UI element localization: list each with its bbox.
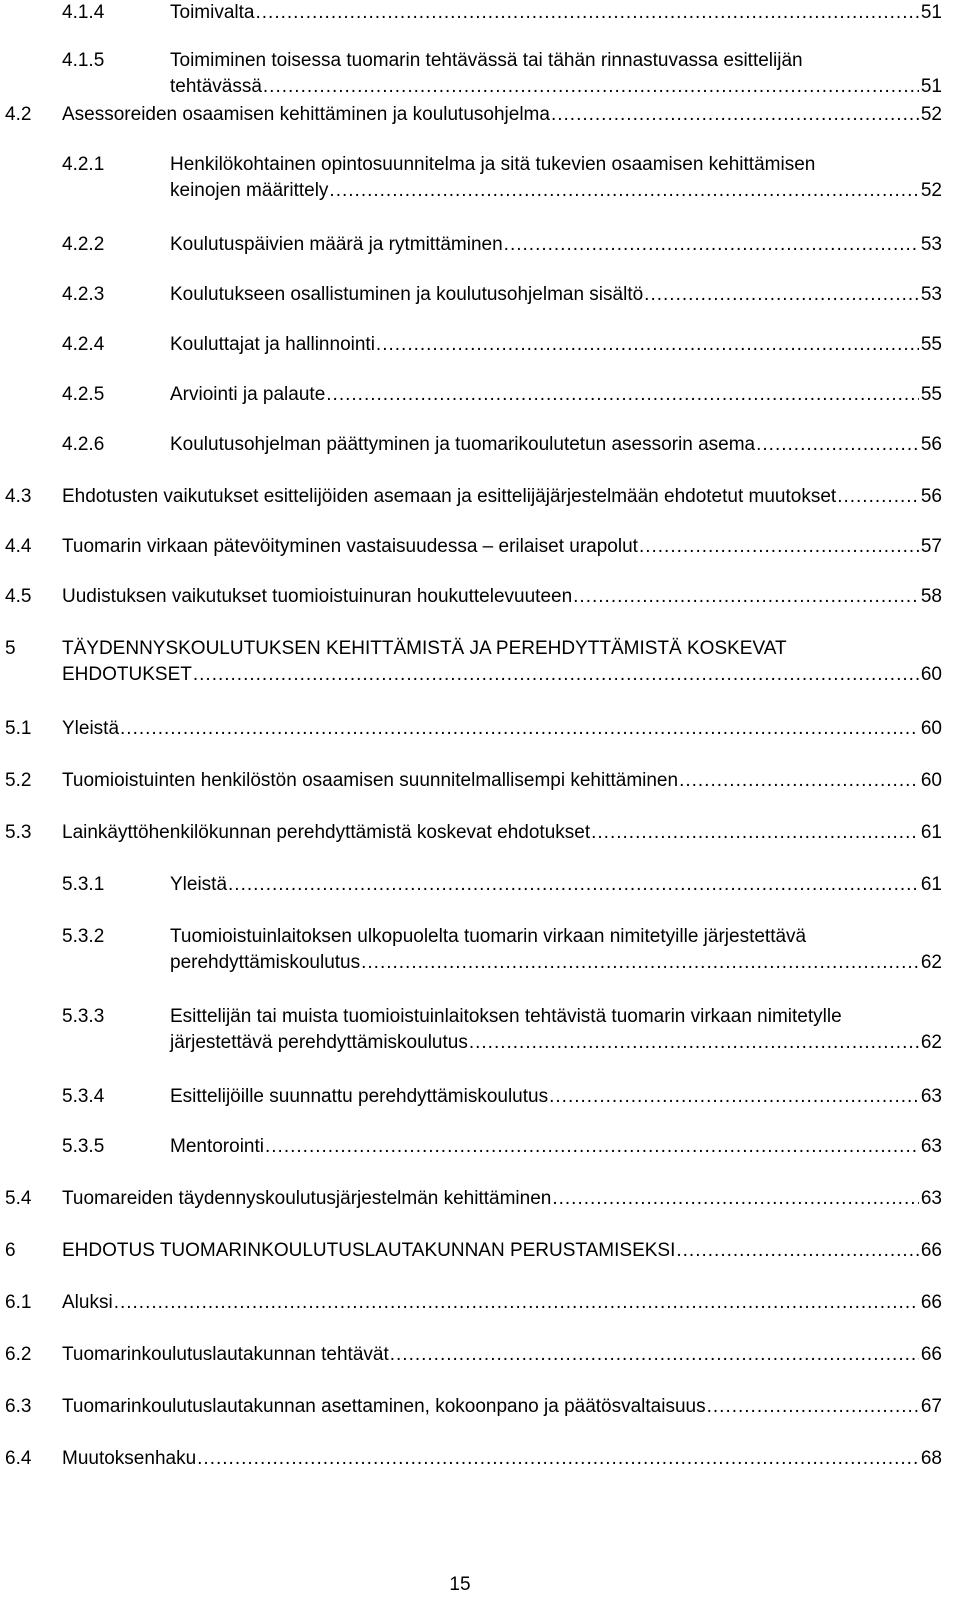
toc-entry-page: 53 <box>920 284 942 305</box>
toc-entry-page: 68 <box>920 1448 942 1469</box>
toc-entry-number: 5.3.5 <box>62 1136 105 1157</box>
toc-entry-line <box>62 1290 942 1316</box>
toc-entry-title: EHDOTUS TUOMARINKOULUTUSLAUTAKUNNAN PERUSTAMISEKSI <box>62 1240 676 1261</box>
toc-entry-body <box>62 716 942 742</box>
toc-entry-line <box>62 768 942 794</box>
toc-entry-line <box>62 1186 942 1212</box>
dot-leader <box>469 1030 919 1056</box>
toc-entry-title: Esittelijöille suunnattu perehdyttämiskoulutus <box>170 1086 549 1107</box>
dot-leader <box>504 232 919 258</box>
toc-entry-body <box>62 1290 942 1316</box>
dot-leader <box>193 662 919 688</box>
dot-leader <box>390 1342 919 1368</box>
toc-entry-page: 56 <box>920 434 942 455</box>
dot-leader <box>756 432 919 458</box>
toc-entry-number: 5.3.3 <box>62 1006 105 1027</box>
toc-entry-title: Ehdotusten vaikutukset esittelijöiden asemaan ja esittelijäjärjestelmään ehdotetut muutokset <box>62 486 837 507</box>
dot-leader <box>679 768 919 794</box>
toc-entry-line <box>170 382 942 408</box>
toc-entry-line <box>170 1084 942 1110</box>
toc-entry-page: 66 <box>920 1292 942 1313</box>
toc-entry-line <box>170 924 942 950</box>
toc-entry-number: 4.3 <box>5 486 32 507</box>
toc-entry-page: 51 <box>920 2 942 23</box>
toc-entry-title: Arviointi ja palaute <box>170 384 326 405</box>
dot-leader <box>573 584 919 610</box>
toc-entry-number: 5 <box>5 638 16 659</box>
toc-entry-line <box>170 74 942 100</box>
toc-entry-title: Henkilökohtainen opintosuunnitelma ja sitä tukevien osaamisen kehittämisen <box>170 154 816 175</box>
toc-entry-number: 5.3 <box>5 822 32 843</box>
dot-leader <box>551 102 919 128</box>
toc-entry-number: 6.3 <box>5 1396 32 1417</box>
toc-entry-line <box>170 432 942 458</box>
toc-entry-title: Toimiminen toisessa tuomarin tehtävässä tai tähän rinnastuvassa esittelijän <box>170 50 803 71</box>
dot-leader <box>361 950 919 976</box>
toc-entry-page: 62 <box>920 952 942 973</box>
toc-entry-title: Tuomarin virkaan pätevöityminen vastaisuudessa – erilaiset urapolut <box>62 536 638 557</box>
toc-entry-page: 61 <box>920 822 942 843</box>
toc-entry-number: 5.3.2 <box>62 926 105 947</box>
dot-leader <box>120 716 919 742</box>
toc-entry-body <box>62 1446 942 1472</box>
toc-entry-body <box>62 1342 942 1368</box>
toc-entry-number: 4.2.6 <box>62 434 105 455</box>
toc-entry-body <box>62 534 942 560</box>
toc-entry-line <box>170 872 942 898</box>
toc-entry-title: Tuomareiden täydennyskoulutusjärjestelmän kehittäminen <box>62 1188 552 1209</box>
toc-entry-title: Kouluttajat ja hallinnointi <box>170 334 375 355</box>
toc-entry-line <box>170 232 942 258</box>
toc-entry-body <box>62 820 942 846</box>
toc-entry-page: 52 <box>920 104 942 125</box>
dot-leader <box>329 178 918 204</box>
toc-entry-title: Tuomioistuinten henkilöstön osaamisen suunnitelmallisempi kehittäminen <box>62 770 679 791</box>
dot-leader <box>376 332 919 358</box>
toc-entry-line <box>62 1446 942 1472</box>
toc-entry-title: Uudistuksen vaikutukset tuomioistuinuran houkuttelevuuteen <box>62 586 573 607</box>
toc-entry-title: TÄYDENNYSKOULUTUKSEN KEHITTÄMISTÄ JA PEREHDYTTÄMISTÄ KOSKEVAT <box>62 638 787 659</box>
toc-entry-page: 66 <box>920 1240 942 1261</box>
dot-leader <box>707 1394 919 1420</box>
toc-entry-body <box>170 332 942 358</box>
toc-entry-number: 4.2.1 <box>62 154 105 175</box>
toc-entry-title: Yleistä <box>62 718 120 739</box>
dot-leader <box>837 484 919 510</box>
toc-entry-body <box>170 282 942 308</box>
dot-leader <box>114 1290 919 1316</box>
toc-entry-line <box>62 1394 942 1420</box>
toc-entry-page: 51 <box>920 76 942 97</box>
toc-entry-page: 60 <box>920 718 942 739</box>
dot-leader <box>552 1186 919 1212</box>
toc-entry-page: 53 <box>920 234 942 255</box>
toc-entry-line <box>170 332 942 358</box>
toc-entry-title: Tuomioistuinlaitoksen ulkopuolelta tuomarin virkaan nimitetyille järjestettävä <box>170 926 807 947</box>
toc-entry-page: 57 <box>920 536 942 557</box>
toc-entry-body <box>62 1394 942 1420</box>
toc-entry-page: 66 <box>920 1344 942 1365</box>
toc-entry-body <box>170 872 942 898</box>
toc-entry-title: perehdyttämiskoulutus <box>170 952 361 973</box>
toc-entry-page: 60 <box>920 770 942 791</box>
toc-entry-line <box>170 1030 942 1056</box>
toc-entry-title: Koulutuspäivien määrä ja rytmittäminen <box>170 234 503 255</box>
toc-entry-number: 4.1.4 <box>62 2 105 23</box>
toc-entry-title: Mentorointi <box>170 1136 264 1157</box>
toc-entry-title: Lainkäyttöhenkilökunnan perehdyttämistä koskevat ehdotukset <box>62 822 591 843</box>
toc-entry-line <box>62 662 942 688</box>
toc-entry-number: 4.2 <box>5 104 32 125</box>
toc-entry-body <box>62 636 942 688</box>
toc-entry-page: 63 <box>920 1086 942 1107</box>
page-number: 15 <box>449 1574 471 1595</box>
toc-entry-line <box>170 0 942 26</box>
dot-leader <box>255 0 918 26</box>
toc-entry-page: 61 <box>920 874 942 895</box>
dot-leader <box>639 534 919 560</box>
toc-entry-page: 63 <box>920 1136 942 1157</box>
toc-entry-number: 5.1 <box>5 718 32 739</box>
dot-leader <box>197 1446 919 1472</box>
toc-entry-line <box>62 584 942 610</box>
toc-entry-line <box>170 152 942 178</box>
toc-entry-title: Yleistä <box>170 874 228 895</box>
toc-entry-title: EHDOTUKSET <box>62 664 192 685</box>
toc-entry-page: 58 <box>920 586 942 607</box>
toc-entry-title: Aluksi <box>62 1292 113 1313</box>
toc-entry-title: Koulutukseen osallistuminen ja koulutusohjelman sisältö <box>170 284 644 305</box>
toc-entry-line <box>170 178 942 204</box>
toc-entry-number: 4.2.3 <box>62 284 105 305</box>
toc-entry-page: 63 <box>920 1188 942 1209</box>
dot-leader <box>549 1084 919 1110</box>
toc-entry-title: järjestettävä perehdyttämiskoulutus <box>170 1032 468 1053</box>
toc-entry-title: Muutoksenhaku <box>62 1448 197 1469</box>
toc-entry-title: Asessoreiden osaamisen kehittäminen ja koulutusohjelma <box>62 104 550 125</box>
toc-entry-title: Tuomarinkoulutuslautakunnan asettaminen, kokoonpano ja päätösvaltaisuus <box>62 1396 706 1417</box>
toc-entry-line <box>170 282 942 308</box>
toc-entry-line <box>62 820 942 846</box>
toc-entry-body <box>62 1238 942 1264</box>
toc-entry-body <box>170 152 942 204</box>
toc-entry-body <box>62 1186 942 1212</box>
toc-entry-number: 5.3.1 <box>62 874 105 895</box>
toc-entry-body <box>62 584 942 610</box>
toc-entry-number: 4.2.5 <box>62 384 105 405</box>
toc-entry-number: 5.3.4 <box>62 1086 105 1107</box>
toc-entry-line <box>62 102 942 128</box>
toc-entry-page: 52 <box>920 180 942 201</box>
toc-entry-line <box>62 1342 942 1368</box>
toc-entry-page: 60 <box>920 664 942 685</box>
toc-entry-body <box>170 0 942 26</box>
toc-entry-page: 55 <box>920 384 942 405</box>
toc-entry-line <box>62 484 942 510</box>
toc-entry-number: 5.2 <box>5 770 32 791</box>
toc-entry-page: 62 <box>920 1032 942 1053</box>
toc-entry-number: 4.1.5 <box>62 50 105 71</box>
toc-entry-title: Koulutusohjelman päättyminen ja tuomarikoulutetun asessorin asema <box>170 434 756 455</box>
dot-leader <box>591 820 919 846</box>
toc-entry-title: Toimivalta <box>170 2 255 23</box>
dot-leader <box>676 1238 918 1264</box>
toc-entry-number: 6.2 <box>5 1344 32 1365</box>
toc-entry-line <box>62 534 942 560</box>
toc-entry-line <box>62 1238 942 1264</box>
toc-entry-body <box>170 924 942 976</box>
toc-entry-body <box>62 768 942 794</box>
toc-entry-line <box>170 1134 942 1160</box>
toc-entry-body <box>170 232 942 258</box>
dot-leader <box>326 382 919 408</box>
toc-entry-body <box>170 1084 942 1110</box>
toc-entry-title: tehtävässä <box>170 76 262 97</box>
dot-leader <box>644 282 919 308</box>
toc-entry-title: Esittelijän tai muista tuomioistuinlaitoksen tehtävistä tuomarin virkaan nimitetylle <box>170 1006 842 1027</box>
toc-entry-line <box>170 1004 942 1030</box>
toc-entry-number: 4.4 <box>5 536 32 557</box>
dot-leader <box>265 1134 919 1160</box>
dot-leader <box>228 872 919 898</box>
toc-entry-page: 55 <box>920 334 942 355</box>
toc-entry-page: 67 <box>920 1396 942 1417</box>
toc-entry-number: 5.4 <box>5 1188 32 1209</box>
dot-leader <box>263 74 919 100</box>
toc-entry-body <box>62 102 942 128</box>
toc-entry-body <box>170 48 942 100</box>
toc-entry-number: 4.2.2 <box>62 234 105 255</box>
toc-entry-number: 4.2.4 <box>62 334 105 355</box>
toc-entry-number: 6.4 <box>5 1448 32 1469</box>
toc-entry-line <box>170 48 942 74</box>
toc-entry-body <box>170 1134 942 1160</box>
toc-entry-number: 4.5 <box>5 586 32 607</box>
toc-entry-number: 6.1 <box>5 1292 32 1313</box>
toc-entry-body <box>170 1004 942 1056</box>
toc-entry-title: Tuomarinkoulutuslautakunnan tehtävät <box>62 1344 389 1365</box>
toc-entry-line <box>62 636 942 662</box>
toc-entry-line <box>170 950 942 976</box>
toc-entry-title: keinojen määrittely <box>170 180 329 201</box>
toc-entry-line <box>62 716 942 742</box>
toc-entry-page: 56 <box>920 486 942 507</box>
toc-entry-body <box>170 382 942 408</box>
toc-entry-number: 6 <box>5 1240 16 1261</box>
toc-entry-body <box>62 484 942 510</box>
toc-entry-body <box>170 432 942 458</box>
